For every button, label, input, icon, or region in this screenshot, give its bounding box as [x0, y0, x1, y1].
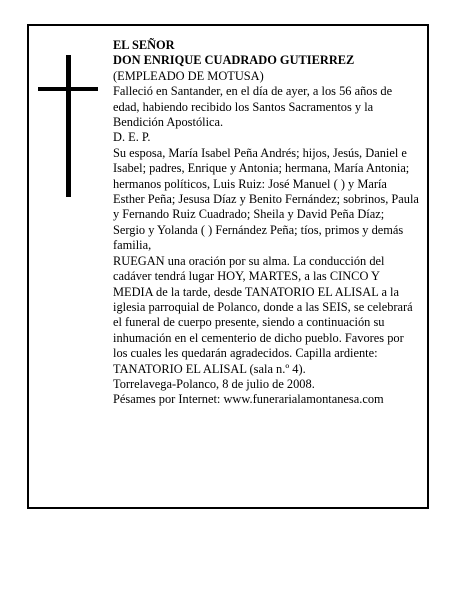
death-statement: Falleció en Santander, en el día de ayer, a los 56 años de edad, habiendo recibido los Santos Sacramentos y la Bendición Apostólica.	[113, 84, 393, 130]
cross-horizontal-bar	[38, 87, 98, 91]
notice-title: EL SEÑOR	[113, 38, 175, 52]
dep-line: D. E. P.	[113, 130, 151, 145]
condolences-line: Pésames por Internet: www.funerarialamontanesa.com	[113, 392, 384, 407]
place-date: Torrelavega-Polanco, 8 de julio de 2008.	[113, 376, 315, 391]
cross-vertical-bar	[66, 55, 71, 197]
deceased-name: DON ENRIQUE CUADRADO GUTIERREZ	[113, 53, 355, 68]
cross-icon	[38, 55, 98, 197]
family-list: Su esposa, María Isabel Peña Andrés; hijos, Jesús, Daniel e Isabel; padres, Enrique y Antonia; hermana, María Antonia; hermanos políticos, Luis Ruiz: José Manuel ( ) y María Esther Peña; Jesusa Díaz y Benito Fernández; sobrinos, Paula y Fernando Ruiz Cuadrado; Sheila y David Peña Díaz; Sergio y Yolanda ( ) Fernández Peña; tíos, primos y demás familia,	[113, 145, 419, 253]
funeral-details: RUEGAN una oración por su alma. La conducción del cadáver tendrá lugar HOY, MARTES, a las CINCO Y MEDIA de la tarde, desde TANATORIO EL ALISAL a la iglesia parroquial de Polanco, donde a las SEIS, se celebrará el funeral de cuerpo presente, siendo a continuación su inhumación en el cementerio de dicho pueblo. Favores por los cuales les quedarán agradecidos. Capilla ardiente: TANATORIO EL ALISAL (sala n.º 4).	[113, 253, 413, 376]
obituary-text	[113, 38, 419, 408]
deceased-employer: (EMPLEADO DE MOTUSA)	[113, 68, 264, 83]
